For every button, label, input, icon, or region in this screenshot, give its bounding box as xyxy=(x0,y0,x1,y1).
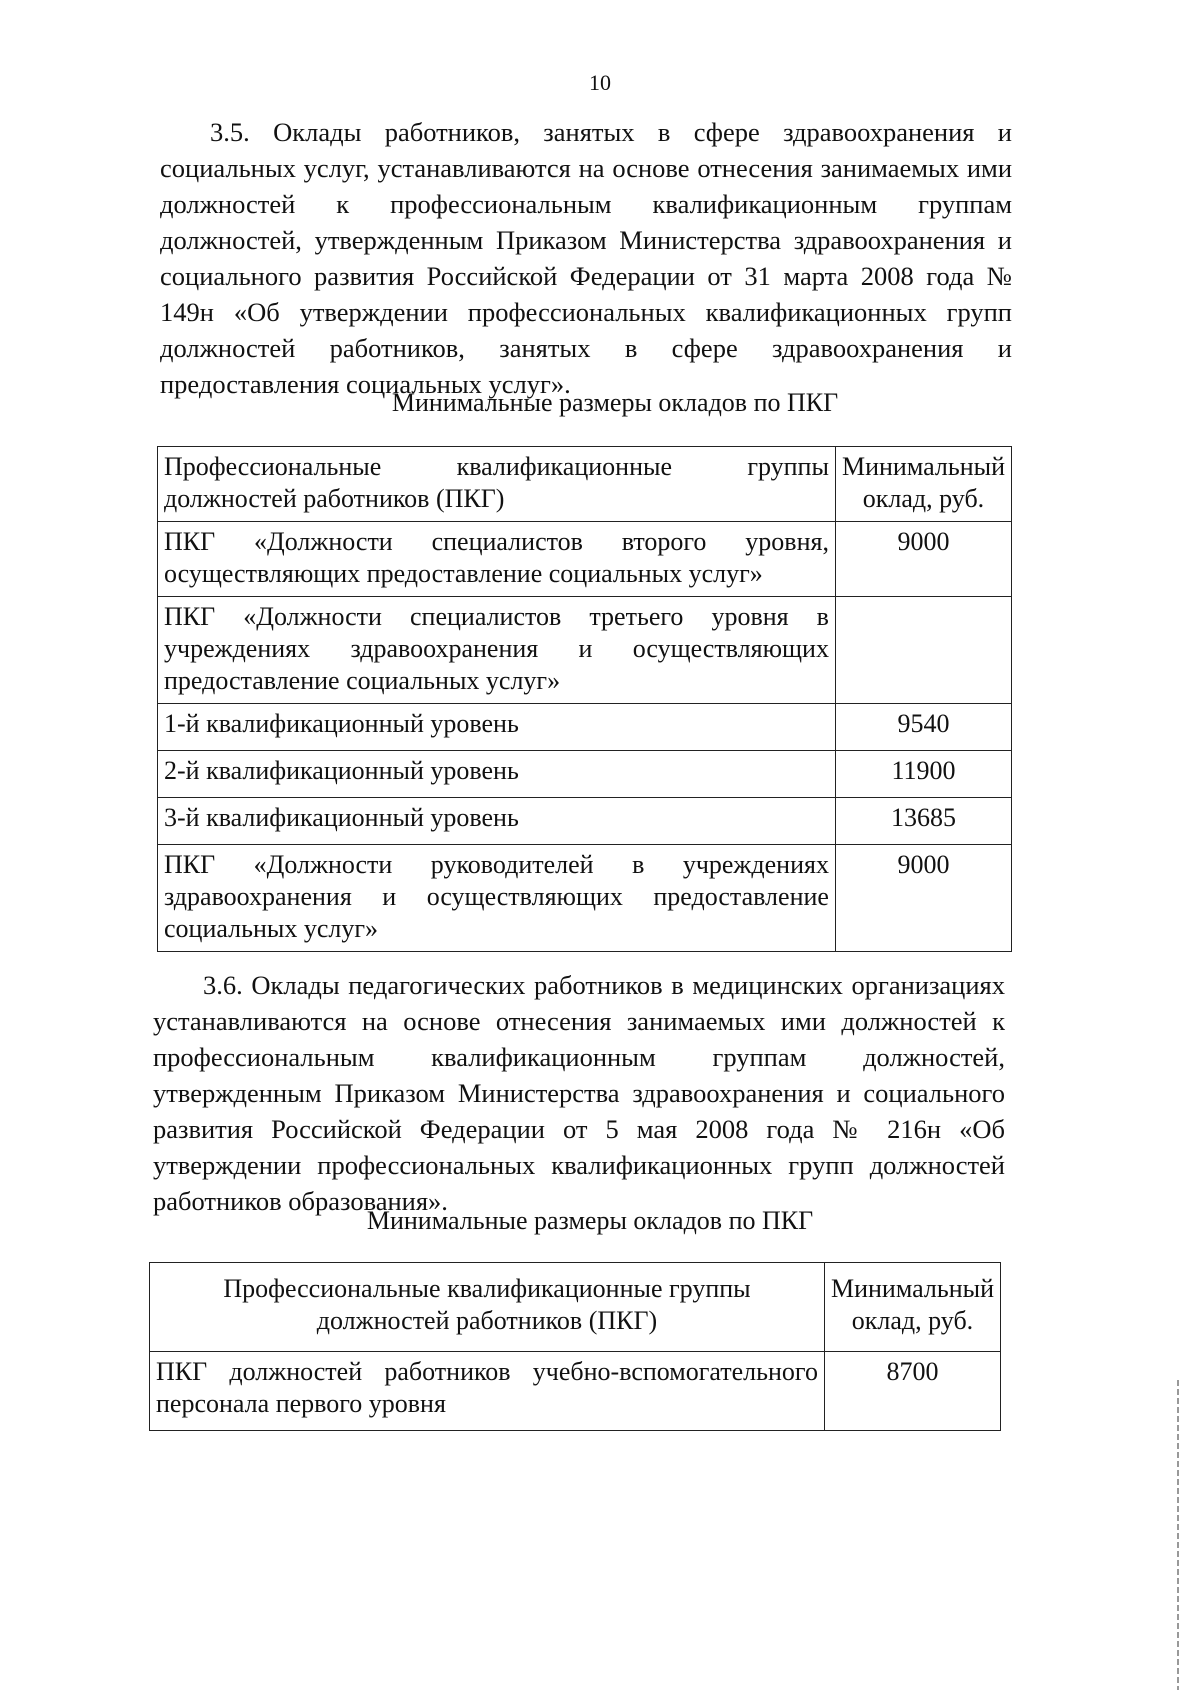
row-value-cell: 9000 xyxy=(835,522,1011,597)
salary-table-2 xyxy=(149,1262,1001,1431)
header-salary-cell: Минимальный оклад, руб. xyxy=(835,447,1011,522)
paragraph-3-5-text: 3.5. Оклады работников, занятых в сфере здравоохранения и социальных услуг, устанавливаются на основе отнесения занимаемых ими должностей к профессиональным квалификационным группам должностей, утвержденным Приказом Министерства здравоохранения и социального развития Российской Федерации от 31 марта 2008 года № 149н «Об утверждении профессиональных квалификационных групп должностей работников, занятых в сфере здравоохранения и предоставления социальных услуг». xyxy=(160,117,1012,399)
row-value-cell xyxy=(835,597,1011,704)
page-number: 10 xyxy=(589,70,611,95)
salary-table-1 xyxy=(157,446,1012,952)
paragraph-3-6 xyxy=(153,967,1005,1219)
table-row xyxy=(158,522,1012,597)
header-group-cell: Профессиональные квалификационные группы должностей работников (ПКГ) xyxy=(158,447,836,522)
table-caption-1: Минимальные размеры окладов по ПКГ xyxy=(391,388,839,417)
table-row xyxy=(158,845,1012,952)
row-name-cell: ПКГ «Должности специалистов третьего уровня в учреждениях здравоохранения и осуществляющих предоставление социальных услуг» xyxy=(158,597,836,704)
table-row xyxy=(158,597,1012,704)
row-name-cell: ПКГ «Должности специалистов второго уровня, осуществляющих предоставление социальных услуг» xyxy=(158,522,836,597)
table-header-row xyxy=(158,447,1012,522)
row-name-cell: 3-й квалификационный уровень xyxy=(158,798,836,845)
row-value-cell: 8700 xyxy=(824,1352,1000,1431)
row-name-cell: ПКГ «Должности руководителей в учреждениях здравоохранения и осуществляющих предоставление социальных услуг» xyxy=(158,845,836,952)
row-name-cell: 2-й квалификационный уровень xyxy=(158,751,836,798)
table-row xyxy=(150,1352,1001,1431)
paragraph-3-5 xyxy=(160,114,1012,402)
scan-edge-artifact xyxy=(1177,1380,1179,1690)
table-row xyxy=(158,751,1012,798)
table-row xyxy=(158,704,1012,751)
header-salary-cell: Минимальный оклад, руб. xyxy=(824,1263,1000,1352)
row-value-cell: 9000 xyxy=(835,845,1011,952)
row-name-cell: 1-й квалификационный уровень xyxy=(158,704,836,751)
header-group-cell: Профессиональные квалификационные группы должностей работников (ПКГ) xyxy=(150,1263,825,1352)
row-name-cell: ПКГ должностей работников учебно-вспомогательного персонала первого уровня xyxy=(150,1352,825,1431)
row-value-cell: 11900 xyxy=(835,751,1011,798)
row-value-cell: 9540 xyxy=(835,704,1011,751)
paragraph-3-6-text: 3.6. Оклады педагогических работников в медицинских организациях устанавливаются на основе отнесения занимаемых ими должностей к профессиональным квалификационным группам должностей, утвержденным Приказом Министерства здравоохранения и социального развития Российской Федерации от 5 мая 2008 года № 216н «Об утверждении профессиональных квалификационных групп должностей работников образования». xyxy=(153,970,1005,1216)
row-value-cell: 13685 xyxy=(835,798,1011,845)
table-header-row xyxy=(150,1263,1001,1352)
table-row xyxy=(158,798,1012,845)
table-caption-2: Минимальные размеры окладов по ПКГ xyxy=(366,1206,814,1235)
